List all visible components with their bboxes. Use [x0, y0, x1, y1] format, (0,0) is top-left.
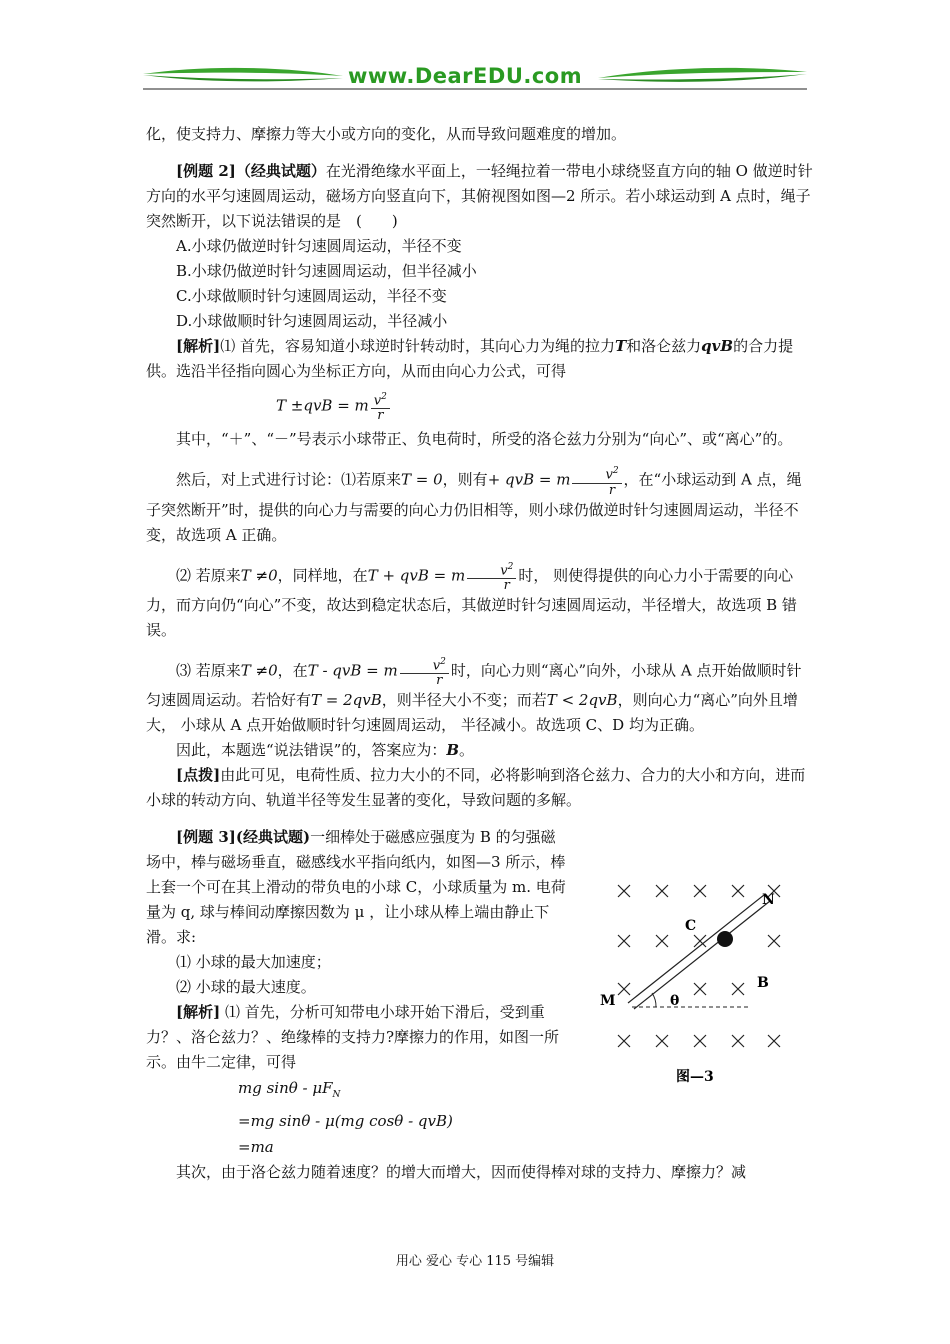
conclusion: [146, 738, 814, 763]
case-2: [146, 560, 814, 643]
case-text: ⑶ 若原来: [176, 661, 241, 680]
option-c: C.小球做顺时针匀速圆周运动，半径不变: [176, 287, 447, 305]
main-formula: [146, 390, 814, 423]
equation-sub: N: [332, 1090, 341, 1101]
frac-sup: 2: [612, 466, 619, 477]
case-formula: T < 2qvB: [546, 691, 618, 710]
analysis-text: ⑴ 首先，分析可知带电小球开始下滑后，受到重力？、洛仑兹力？、绝缘棒的支持力?摩擦力的作用，如图一所示。由牛二定律，可得: [146, 1003, 560, 1072]
example-3-text: 一细棒处于磁感应强度为 B 的匀强磁场中，棒与磁场垂直，磁感线水平指向纸内，如图—3 所示，棒上套一个可在其上滑动的带负电的小球 C，小球质量为 m. 电荷量为 q, 球与棒间动摩擦因数为 μ ，让小球从棒上端由静止下滑。求:: [146, 828, 566, 947]
conclusion-text: 因此，本题选“说法错误”的，答案应为：: [176, 741, 447, 760]
option-a: A.小球仍做逆时针匀速圆周运动，半径不变: [176, 237, 462, 255]
case-text: ，在“小球运动到 A 点，绳子突然断开”时，提供的向心力与需要的向心力仍旧相等，则小球仍做逆时针匀速圆周运动，半径不变，故选项 A 正确。: [146, 471, 802, 544]
tip-tag: [点拨]: [176, 766, 221, 785]
example-2-text: 在光滑绝缘水平面上，一轻绳拉着一带电小球绕竖直方向的轴 O 做逆时针方向的水平匀速圆周运动，磁场方向竖直向下，其俯视图如图—2 所示。若小球运动到 A 点时，绳子突然断开，以下说法错误的是 ( ): [146, 162, 813, 230]
frac-num: v: [605, 467, 613, 483]
example-2-source: （经典试题）: [235, 162, 326, 180]
equation-line-2: =mg sinθ - μ(mg cosθ - qvB): [238, 1112, 453, 1131]
frac-den: r: [608, 482, 616, 498]
example-2-tag: [例题 2]: [176, 162, 236, 180]
angle-arc: [652, 993, 656, 1007]
var-T: T: [614, 337, 627, 355]
last-line: 其次，由于洛仑兹力随着速度？的增大而增大，因而使得棒对球的支持力、摩擦力？减: [176, 1163, 747, 1182]
var-qvB: qvB: [701, 337, 734, 355]
tip: [146, 763, 814, 813]
case-text: ，则半径大小不变；而若: [381, 691, 547, 710]
fraction-v2-r: [371, 390, 390, 423]
equation-line-3: =ma: [238, 1138, 274, 1157]
label-M: M: [600, 993, 616, 1009]
intro-line: 化，使支持力、摩擦力等大小或方向的变化，从而导致问题难度的增加。: [146, 125, 627, 143]
case-text: 然后，对上式进行讨论：⑴若原来: [176, 471, 402, 489]
figure-caption: 图—3: [676, 1069, 714, 1085]
fraction-v2-r: [572, 464, 621, 497]
equation-text: mg sinθ - μF: [238, 1079, 333, 1098]
case-text: ，同样地，在: [277, 566, 368, 585]
case-text: ，则向心力“离心”向外且增大， 小球从 A 点开始做顺时针匀速圆周运动， 半径减小。故选项 C、D 均为正确。: [146, 691, 798, 735]
case-text: ，则有: [442, 471, 488, 489]
formula-text: T ±qvB = m: [276, 396, 369, 415]
sign-note: 其中，“＋”、“－”号表示小球带正、负电荷时，所受的洛仑兹力分别为“向心”、或“离心”的。: [176, 430, 793, 449]
case-formula: T ≠0: [240, 566, 278, 585]
analysis-tag: [解析]: [176, 337, 221, 355]
analysis-1: [146, 334, 814, 384]
case-formula: + qvB = m: [487, 471, 571, 489]
case-text: ⑵ 若原来: [176, 566, 241, 585]
frac-den: r: [503, 577, 510, 593]
rod: [628, 895, 770, 1009]
case-formula: T + qvB = m: [367, 566, 466, 585]
option-d: D.小球做顺时针匀速圆周运动，半径减小: [176, 312, 448, 330]
page-header: [143, 62, 807, 92]
example-3-analysis: [146, 1000, 566, 1075]
figure-3: [600, 875, 800, 1090]
analysis-tag: [解析]: [176, 1003, 221, 1022]
case-formula: T ≠0: [240, 661, 278, 680]
analysis-text: ⑴ 首先，容易知道小球逆时针转动时，其向心力为绳的拉力: [220, 337, 615, 355]
label-theta: θ: [670, 993, 680, 1009]
analysis-text: 和洛仑兹力: [626, 337, 702, 355]
label-C: C: [685, 918, 697, 934]
frac-den: r: [436, 673, 443, 689]
site-url: www.DearEDU.com: [348, 64, 583, 88]
frac-sup: 2: [507, 561, 514, 572]
charged-ball: [717, 931, 733, 947]
case-formula: T = 2qvB: [311, 691, 382, 710]
question-1: ⑴ 小球的最大加速度；: [176, 953, 331, 972]
frac-den: r: [377, 408, 384, 424]
analysis-text: 的合力提供。选沿半径指向圆心为坐标正方向，从而由向心力公式，可得: [146, 337, 794, 380]
case-text: ，在: [277, 661, 308, 680]
fraction-v2-r: [400, 655, 449, 688]
frac-num: v: [373, 393, 382, 409]
figure-3-diagram: [600, 875, 800, 1090]
fraction-v2-r: [467, 560, 516, 593]
example-3-stem: [146, 825, 566, 950]
question-2: ⑵ 小球的最大速度。: [176, 978, 316, 997]
option-b: B.小球仍做逆时针匀速圆周运动，但半径减小: [176, 262, 477, 280]
case-text: 时， 则使得提供的向心力小于需要的向心力，而方向仍“向心”不变，故达到稳定状态后，其做逆时针匀速圆周运动，半径增大，故选项 B 错误。: [146, 566, 797, 639]
answer: B: [446, 741, 460, 760]
frac-num: v: [500, 562, 508, 578]
case-3: [146, 655, 814, 738]
example-2-stem: [146, 159, 814, 234]
label-N: N: [762, 892, 775, 908]
example-3-source: (经典试题): [235, 828, 311, 847]
magnetic-field-crosses: [618, 885, 780, 1047]
example-3-tag: [例题 3]: [176, 828, 236, 847]
case-1: [146, 464, 814, 547]
case-formula: T - qvB = m: [307, 661, 398, 680]
frac-sup: 2: [440, 656, 446, 667]
tip-text: 由此可见，电荷性质、拉力大小的不同，必将影响到洛仑兹力、合力的大小和方向，进而小球的转动方向、轨道半径等发生显著的变化，导致问题的多解。: [146, 766, 806, 810]
case-formula: T = 0: [401, 471, 443, 489]
page-footer: 用心 爱心 专心 115 号编辑: [395, 1254, 555, 1269]
label-B: B: [757, 975, 769, 991]
case-text: 时，向心力则“离心”向外，小球从 A 点开始做顺时针匀速圆周运动。若恰好有: [146, 661, 802, 710]
frac-num: v: [432, 658, 441, 674]
frac-sup: 2: [381, 392, 387, 402]
conclusion-text: 。: [459, 741, 475, 760]
